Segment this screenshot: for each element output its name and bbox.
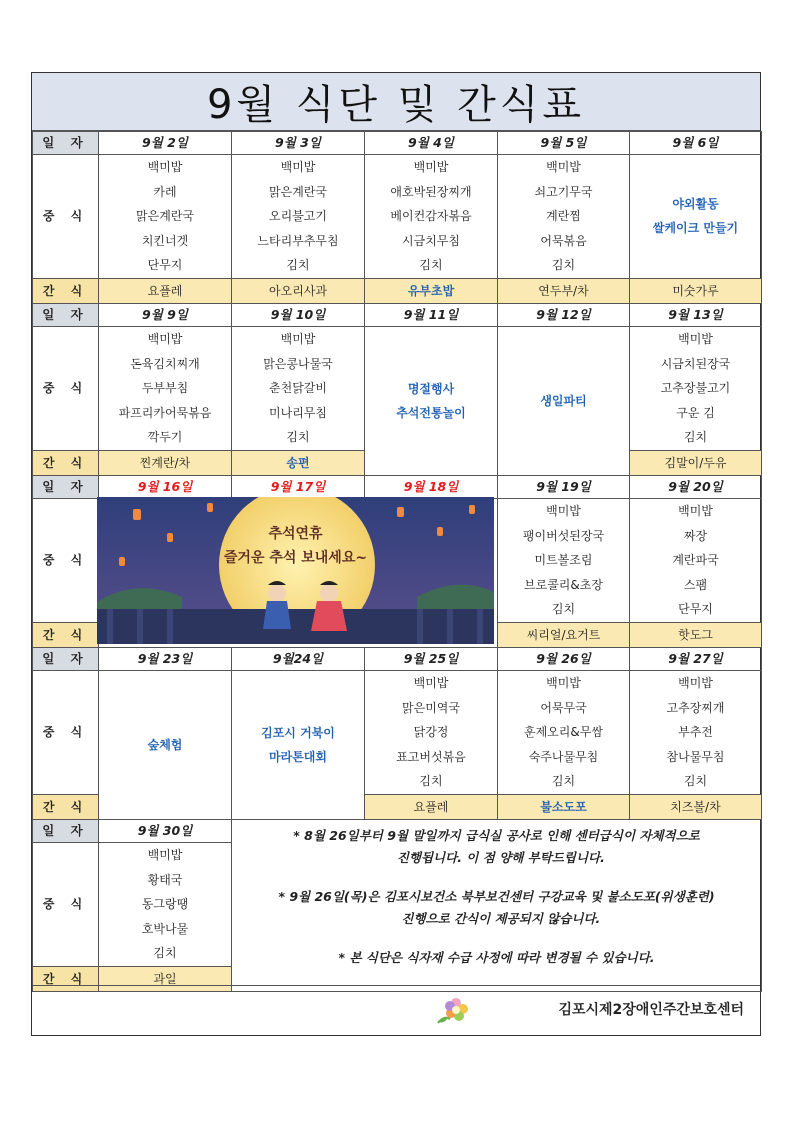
menu-item: 깍두기	[147, 430, 183, 444]
menu-item: 백미밥	[280, 332, 316, 346]
menu-item: 백미밥	[413, 676, 449, 690]
snack-label: 간 식	[33, 794, 99, 820]
menu-item: 미나리무침	[269, 405, 327, 420]
event-text: 마라톤대회	[269, 750, 327, 764]
menu-item: 애호박된장찌개	[390, 184, 472, 199]
snack-cell: 김말이/두유	[630, 450, 762, 476]
meal-cell	[232, 155, 365, 279]
meal-cell	[630, 671, 762, 795]
date-cell: 9월 17일	[232, 476, 365, 499]
page-title: 9월 식단 및 간식표	[32, 73, 760, 131]
menu-item: 부추전	[678, 725, 713, 739]
menu-item: 김치	[419, 774, 443, 788]
date-cell: 9월 25일	[365, 648, 498, 671]
main-label: 중 식	[33, 671, 99, 795]
menu-item: 시금치된장국	[660, 356, 731, 371]
snack-label: 간 식	[33, 966, 99, 992]
snack-cell: 유부초밥	[365, 278, 498, 304]
date-label: 일 자	[33, 820, 99, 843]
menu-item: 단무지	[147, 258, 183, 272]
event-text: 추석전통놀이	[396, 406, 466, 420]
menu-item: 치킨너겟	[141, 233, 189, 248]
date-row	[33, 648, 762, 671]
menu-item: 파프리카어묵볶음	[118, 405, 212, 420]
menu-item: 백미밥	[147, 160, 183, 174]
snack-cell: 요플레	[365, 794, 498, 820]
date-label: 일 자	[33, 476, 99, 499]
menu-item: 훈제오리&무쌈	[524, 725, 603, 739]
menu-item: 백미밥	[678, 504, 713, 518]
menu-item: 스팸	[683, 577, 708, 592]
menu-item: 브로콜리&초장	[524, 577, 603, 592]
snack-label: 간 식	[33, 622, 99, 648]
meal-cell	[99, 843, 232, 967]
event-cell	[232, 671, 365, 820]
menu-item: 베이컨감자볶음	[390, 209, 472, 223]
date-cell: 9월 23일	[99, 648, 232, 671]
date-cell: 9월 20일	[630, 476, 762, 499]
date-row	[33, 820, 762, 843]
date-cell: 9월 12일	[498, 304, 630, 327]
menu-item: 김치	[683, 430, 708, 444]
center-name: 김포시제2장애인주간보호센터	[558, 1002, 744, 1018]
event-text: 명절행사	[407, 381, 455, 396]
date-cell: 9월 11일	[365, 304, 498, 327]
menu-item: 계란파국	[672, 553, 719, 567]
date-cell: 9월 26일	[498, 648, 630, 671]
menu-item: 느타리부추무침	[257, 233, 339, 248]
meal-cell	[498, 671, 630, 795]
date-row	[33, 304, 762, 327]
snack-cell: 핫도그	[630, 622, 762, 648]
menu-item: 짜장	[683, 528, 708, 543]
menu-item: 숙주나물무침	[528, 749, 599, 764]
date-cell: 9월 10일	[232, 304, 365, 327]
date-cell: 9월 2일	[99, 132, 232, 155]
event-cell	[365, 327, 498, 476]
menu-item: 계란찜	[546, 209, 581, 223]
main-label: 중 식	[33, 155, 99, 279]
main-label: 중 식	[33, 499, 99, 623]
main-label: 중 식	[33, 843, 99, 967]
menu-item: 단무지	[678, 602, 713, 616]
meal-cell	[630, 499, 762, 623]
menu-item: 맑은계란국	[136, 209, 194, 223]
date-label: 일 자	[33, 304, 99, 327]
menu-item: 맑은계란국	[269, 184, 327, 199]
menu-item: 맑은미역국	[402, 700, 460, 715]
banner-illustration	[97, 497, 494, 644]
meal-cell	[99, 327, 232, 451]
menu-item: 백미밥	[546, 676, 581, 690]
footer	[32, 985, 760, 1035]
menu-item: 김치	[551, 774, 576, 788]
menu-item: 김치	[286, 430, 310, 444]
meal-cell	[365, 671, 498, 795]
main-label: 중 식	[33, 327, 99, 451]
note-line: 진행됩니다. 이 점 양해 부탁드립니다.	[388, 850, 605, 865]
menu-item: 닭강정	[413, 725, 449, 739]
note-line: * 8월 26일부터 9월 말일까지 급식실 공사로 인해 센터급식이 자체적으로	[293, 828, 700, 843]
menu-item: 팽이버섯된장국	[522, 528, 605, 543]
date-cell: 9월 5일	[498, 132, 630, 155]
date-cell: 9월 3일	[232, 132, 365, 155]
menu-item: 미트볼조림	[534, 553, 593, 567]
meal-cell	[232, 327, 365, 451]
meal-row	[33, 155, 762, 279]
event-cell: 생일파티	[498, 327, 630, 476]
menu-item: 표고버섯볶음	[396, 749, 466, 764]
note	[232, 825, 761, 869]
banner-greeting: 즐거운 추석 보내세요~	[223, 550, 368, 566]
event-cell: 숲체험	[99, 671, 232, 820]
snack-cell: 과일	[99, 966, 232, 992]
note	[232, 947, 761, 969]
menu-item: 백미밥	[678, 676, 713, 690]
meal-cell	[99, 155, 232, 279]
menu-item: 김치	[153, 946, 177, 960]
meal-row	[33, 327, 762, 451]
date-cell: 9월 27일	[630, 648, 762, 671]
date-cell: 9월 30일	[99, 820, 232, 843]
holiday-banner	[97, 497, 494, 644]
meal-row	[33, 671, 762, 795]
menu-item: 백미밥	[413, 160, 449, 174]
snack-cell: 요플레	[99, 278, 232, 304]
menu-item: 백미밥	[546, 504, 581, 518]
note-line: * 9월 26일(목)은 김포시보건소 북부보건센터 구강교육 및 불소도포(위생훈련)	[278, 889, 715, 904]
date-row	[33, 476, 762, 499]
menu-item: 백미밥	[678, 332, 713, 346]
date-cell: 9월24일	[232, 648, 365, 671]
date-cell: 9월 16일	[99, 476, 232, 499]
menu-item: 백미밥	[280, 160, 316, 174]
menu-item: 맑은콩나물국	[263, 356, 333, 371]
menu-item: 황태국	[147, 872, 183, 887]
event-text: 야외활동	[672, 196, 719, 211]
meal-cell	[498, 155, 630, 279]
meal-cell	[365, 155, 498, 279]
date-label: 일 자	[33, 648, 99, 671]
menu-item: 김치	[551, 602, 576, 616]
meal-cell	[498, 499, 630, 623]
menu-item: 백미밥	[546, 160, 581, 174]
banner-heading: 추석연휴	[268, 526, 323, 542]
snack-cell: 찐계란/차	[99, 450, 232, 476]
menu-item: 쇠고기무국	[534, 184, 593, 199]
menu-item: 오리불고기	[269, 209, 327, 223]
menu-item: 김치	[551, 258, 576, 272]
note-line: * 본 식단은 식자재 수급 사정에 따라 변경될 수 있습니다.	[338, 950, 655, 965]
date-cell: 9월 9일	[99, 304, 232, 327]
snack-cell: 아오리사과	[232, 278, 365, 304]
snack-cell: 씨리얼/요거트	[498, 622, 630, 648]
note	[232, 886, 761, 930]
meal-cell	[630, 327, 762, 451]
menu-item: 어묵볶음	[540, 233, 587, 248]
menu-item: 참나물무침	[666, 749, 725, 764]
flower-logo-icon	[434, 995, 470, 1027]
snack-label: 간 식	[33, 450, 99, 476]
event-text: 쌀케이크 만들기	[652, 221, 739, 236]
menu-item: 춘천닭갈비	[269, 381, 327, 395]
menu-item: 백미밥	[147, 848, 183, 862]
date-label: 일 자	[33, 132, 99, 155]
menu-item: 어묵무국	[540, 700, 587, 715]
menu-item: 고추장찌개	[666, 700, 725, 715]
snack-cell: 미숫가루	[630, 278, 762, 304]
date-cell: 9월 4일	[365, 132, 498, 155]
snack-cell: 치즈볼/차	[630, 794, 762, 820]
snack-cell: 송편	[232, 450, 365, 476]
menu-item: 돈육김치찌개	[130, 356, 200, 371]
date-cell: 9월 6일	[630, 132, 762, 155]
menu-item: 카레	[153, 184, 177, 199]
menu-item: 동그랑땡	[141, 897, 189, 911]
date-cell: 9월 18일	[365, 476, 498, 499]
menu-item: 김치	[419, 258, 443, 272]
menu-item: 시금치무침	[402, 233, 460, 248]
menu-item: 고추장불고기	[660, 381, 731, 395]
snack-row	[33, 278, 762, 304]
menu-item: 김치	[683, 774, 708, 788]
menu-item: 두부부침	[141, 381, 189, 395]
snack-label: 간 식	[33, 278, 99, 304]
menu-item: 구운 김	[676, 405, 715, 420]
notes-cell	[232, 820, 762, 992]
menu-item: 백미밥	[147, 332, 183, 346]
snack-cell: 연두부/차	[498, 278, 630, 304]
note-line: 진행으로 간식이 제공되지 않습니다.	[392, 911, 601, 926]
menu-item: 호박나물	[141, 921, 189, 936]
snack-cell: 불소도포	[498, 794, 630, 820]
event-text: 김포시 거북이	[261, 725, 335, 740]
date-cell: 9월 13일	[630, 304, 762, 327]
date-row	[33, 132, 762, 155]
menu-item: 김치	[286, 258, 310, 272]
event-cell	[630, 155, 762, 279]
date-cell: 9월 19일	[498, 476, 630, 499]
